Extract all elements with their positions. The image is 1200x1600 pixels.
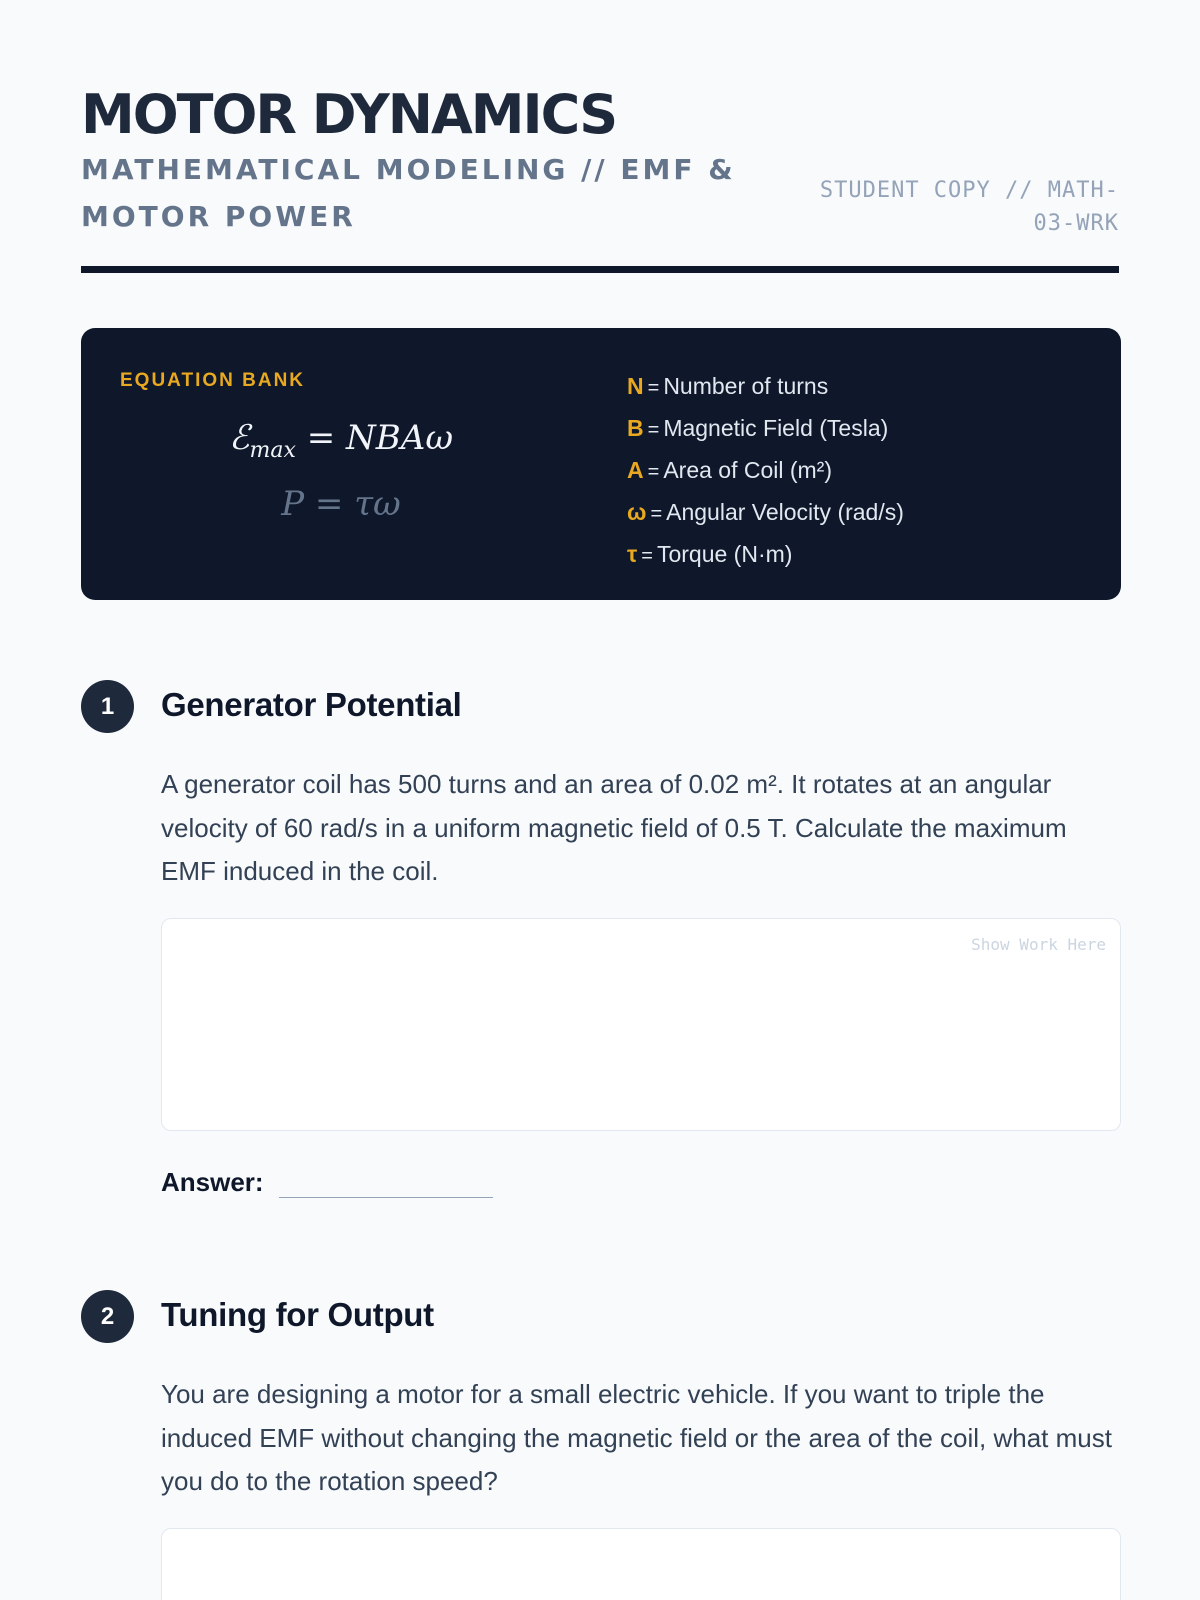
work-area[interactable] — [161, 1528, 1121, 1600]
question-body: You are designing a motor for a small electric vehicle. If you want to triple the induced EMF without changing the magnetic field or the area of the coil, what must you do to the rotation speed? — [161, 1379, 1112, 1496]
document-id: STUDENT COPY // MATH-03-WRK — [819, 178, 1119, 236]
work-area-hint: Show Work Here — [971, 935, 1106, 954]
equation-bank — [81, 328, 1121, 600]
question-number-badge: 1 — [81, 680, 134, 733]
question-title: Tuning for Output — [161, 1296, 434, 1333]
emf-formula: ℰ$_{max}$ = NBAω — [228, 418, 454, 463]
question-number-badge: 2 — [81, 1290, 134, 1343]
question-body: A generator coil has 500 turns and an area of 0.02 m². It rotates at an angular velocity of 60 rad/s in a uniform magnetic field of 0.5 T. Calculate the maximum EMF induced in the coil. — [161, 769, 1067, 886]
variable-row: ω = Angular Velocity (rad/s) — [627, 499, 904, 525]
work-area[interactable] — [161, 918, 1121, 1131]
variable-legend — [627, 366, 904, 576]
header — [81, 0, 1119, 275]
equation-bank-label: EQUATION BANK — [120, 370, 306, 391]
page-title: MOTOR DYNAMICS — [81, 83, 617, 146]
page-subtitle: MATHEMATICAL MODELING // EMF & MOTOR POWER — [81, 153, 736, 233]
answer-blank[interactable] — [279, 1174, 493, 1198]
header-divider — [81, 266, 1119, 273]
variable-row: N = Number of turns — [627, 373, 829, 399]
question-title: Generator Potential — [161, 686, 462, 723]
variable-row: B = Magnetic Field (Tesla) — [627, 415, 889, 441]
variable-row: A = Area of Coil (m²) — [627, 457, 833, 483]
power-formula: P = τω — [281, 484, 401, 524]
answer-row — [161, 1167, 493, 1198]
variable-row: τ = Torque (N·m) — [627, 541, 793, 567]
answer-label: Answer: — [161, 1167, 264, 1197]
